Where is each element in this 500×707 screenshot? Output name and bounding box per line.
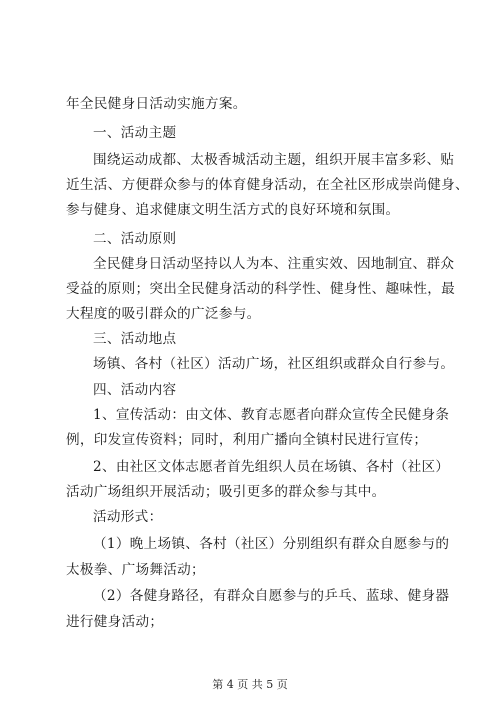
text-line-17: 活动形式： [93, 509, 163, 525]
text-line-15: 2、由社区文体志愿者首先组织人员在场镇、各村（社区） [93, 459, 450, 475]
page-number-footer: 第 4 页 共 5 页 [212, 678, 288, 691]
section-heading-principle: 二、活动原则 [93, 231, 177, 247]
text-line-1: 年全民健身日活动实施方案。 [66, 96, 247, 112]
text-line-7: 全民健身日活动坚持以人为本、注重实效、因地制宜、群众 [93, 256, 455, 272]
text-line-16: 活动广场组织开展活动；吸引更多的群众参与其中。 [66, 484, 386, 500]
text-line-4: 近生活、方便群众参与的体育健身活动，在全社区形成崇尚健身、 [66, 177, 469, 193]
text-line-5: 参与健身、追求健康文明生活方式的良好环境和氛围。 [66, 202, 400, 218]
text-line-9: 大程度的吸引群众的广泛参与。 [66, 306, 261, 322]
text-line-13: 1、宣传活动：由文体、教育志愿者向群众宣传全民健身条 [93, 407, 450, 423]
text-line-20: （2）各健身路径，有群众自愿参与的乒乓、蓝球、健身器 [93, 588, 450, 604]
text-line-14: 例，印发宣传资料；同时，利用广播向全镇村民进行宣传； [66, 432, 428, 448]
text-line-3: 围绕运动成都、太极香城活动主题，组织开展丰富多彩、贴 [93, 152, 455, 168]
text-line-21: 进行健身活动； [66, 614, 164, 630]
text-line-8: 受益的原则；突出全民健身活动的科学性、健身性、趣味性，最 [66, 281, 456, 297]
section-heading-content: 四、活动内容 [93, 382, 177, 398]
section-heading-theme: 一、活动主题 [93, 125, 177, 141]
section-heading-location: 三、活动地点 [93, 331, 177, 347]
text-line-19: 太极拳、广场舞活动； [66, 562, 205, 578]
text-line-11: 场镇、各村（社区）活动广场，社区组织或群众自行参与。 [93, 356, 455, 372]
text-line-18: （1）晚上场镇、各村（社区）分别组织有群众自愿参与的 [93, 536, 450, 552]
